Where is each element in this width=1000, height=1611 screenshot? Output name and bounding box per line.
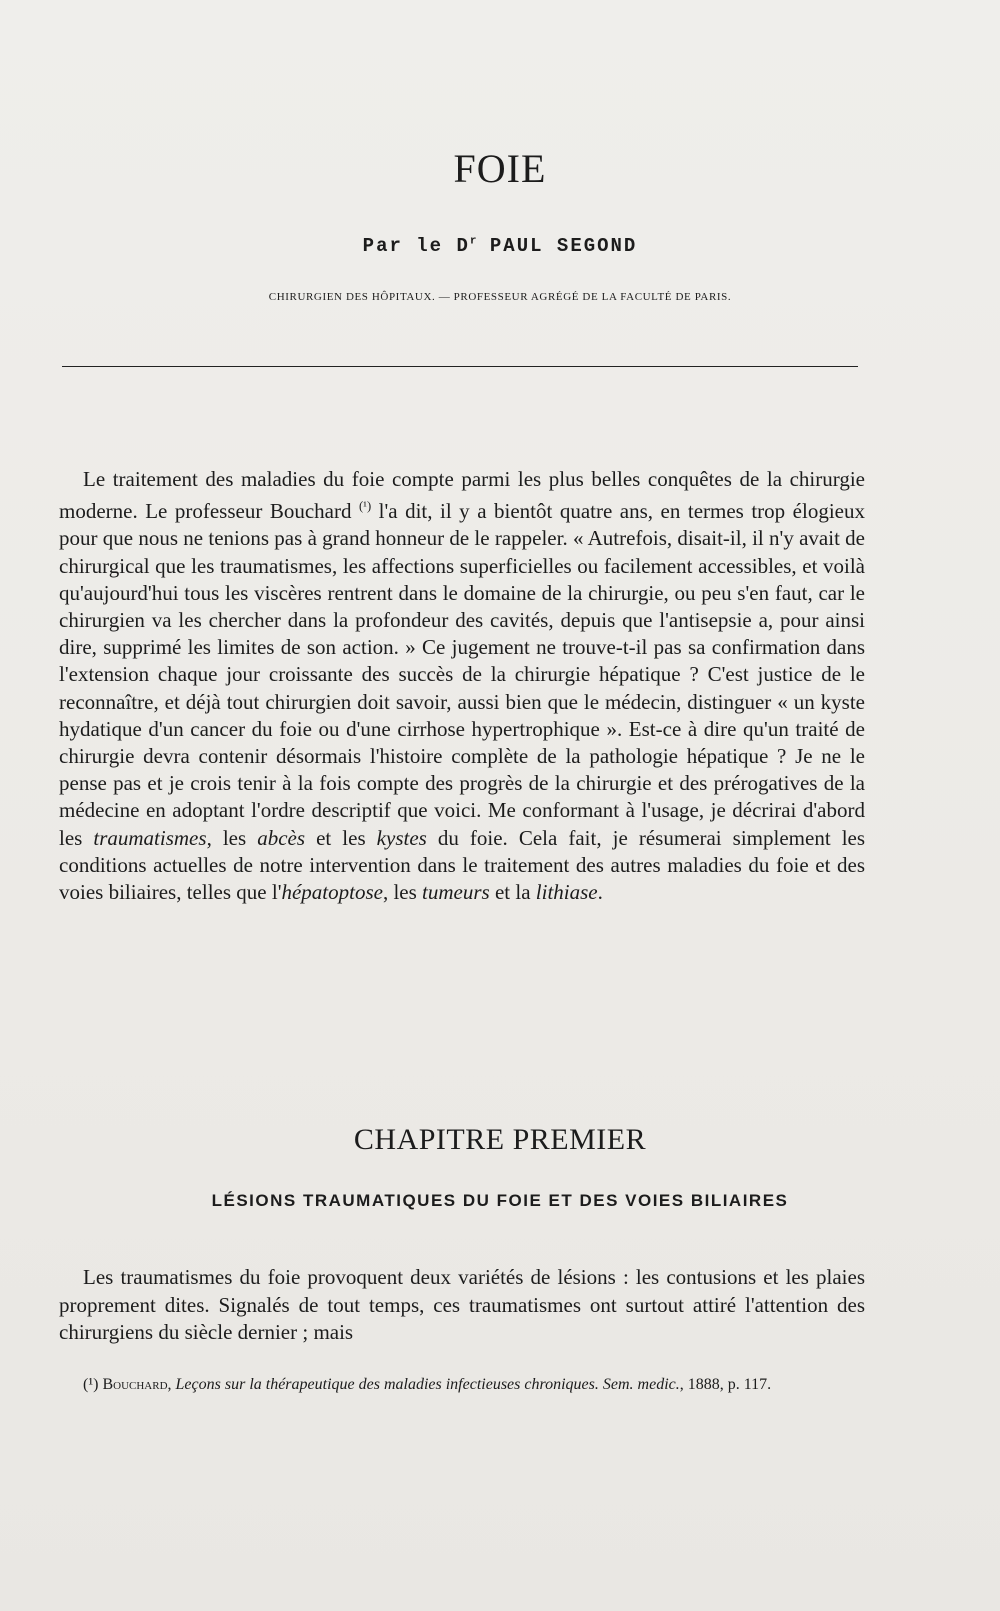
page-title: FOIE [453,146,547,191]
horizontal-rule [62,366,858,367]
term-hepatoptose: hépatoptose [281,880,383,905]
author-name: PAUL SEGOND [489,235,638,257]
intro-sep-6: . [597,880,603,905]
chapter-heading: CHAPITRE PREMIER [353,1123,647,1156]
term-tumeurs: tumeurs [422,880,490,905]
intro-sep-3: du foie. Cela fait, je résumerai simplement les conditions actuelles de notre intervention dans le traitement des autres maladies du foie et des voies biliaires, telles que l' [59,825,866,905]
term-abces: abcès [257,825,306,850]
section-heading: LÉSIONS TRAUMATIQUES DU FOIE ET DES VOIES BILIAIRES [211,1191,789,1210]
author-line [0,235,1000,257]
footnote-work: Leçons sur la thérapeutique des maladies infectieuses chroniques. Sem. medic. [175,1376,680,1393]
footnote-ref: (¹) [83,1376,99,1393]
author-prefix: Par le D [362,235,470,257]
section-paragraph: Les traumatismes du foie provoquent deux variétés de lésions : les contusions et les plaies proprement dites. Signalés de tout temps, ces traumatismes ont surtout attiré l'attention des chirurgiens du siècle dernier ; mais [59,1265,865,1344]
intro-text-1: Le traitement des maladies du foie compte parmi les plus belles conquêtes de la chirurgie moderne. Le professeur Bouchard [59,467,865,524]
footnote: (¹) Bouchard, Leçons sur la thérapeutique des maladies infectieuses chroniques. Sem. medic., 1888, p. 117. [83,1376,772,1393]
footnote-rest: , 1888, p. 117. [679,1376,772,1393]
intro-sep-4: , les [382,880,423,905]
author-affiliation: CHIRURGIEN DES HÔPITAUX. — PROFESSEUR AGRÉGÉ DE LA FACULTÉ DE PARIS. [268,291,732,303]
intro-sep-1: , les [206,825,258,850]
intro-paragraph [59,466,865,906]
term-lithiase: lithiase [535,880,598,905]
term-traumatismes: traumatismes [93,825,207,850]
term-kystes: kystes [376,825,427,850]
author-title-sup: r [469,235,477,248]
intro-sep-2: et les [305,825,377,850]
footnote-reference: (¹) [358,499,372,514]
footnote-author: Bouchard [102,1376,168,1393]
intro-text-2: l'a dit, il y a bientôt quatre ans, en termes trop élogieux pour que nous ne tenions pas à grand honneur de le rappeler. « Autrefois, disait-il, il n'y avait de chirurgical que les traumatismes, les affections superficielles ou facilement accessibles, et voilà qu'aujourd'hui tous les viscères rentrent dans le domaine de la chirurgie, ou peu s'en faut, car le chirurgien va les chercher dans la profondeur des cavités, depuis que l'antisepsie a, pour ainsi dire, supprimé les limites de son action. » Ce jugement ne trouve-t-il pas sa confirmation dans l'extension chaque jour croissante des succès de la chirurgie hépatique ? C'est justice de le reconnaître, et déjà tout chirurgien doit savoir, aussi bien que le médecin, distinguer « un kyste hydatique d'un cancer du foie ou d'une cirrhose hypertrophique ». Est-ce à dire qu'un traité de chirurgie devra contenir désormais l'histoire complète de la pathologie hépatique ? Je ne le pense pas et je crois tenir à la fois compte des progrès de la chirurgie et des prérogatives de la médecine en adoptant l'ordre descriptif que voici. Me conformant à l'usage, je décrirai d'abord les [59,499,865,850]
intro-sep-5: et la [489,880,536,905]
